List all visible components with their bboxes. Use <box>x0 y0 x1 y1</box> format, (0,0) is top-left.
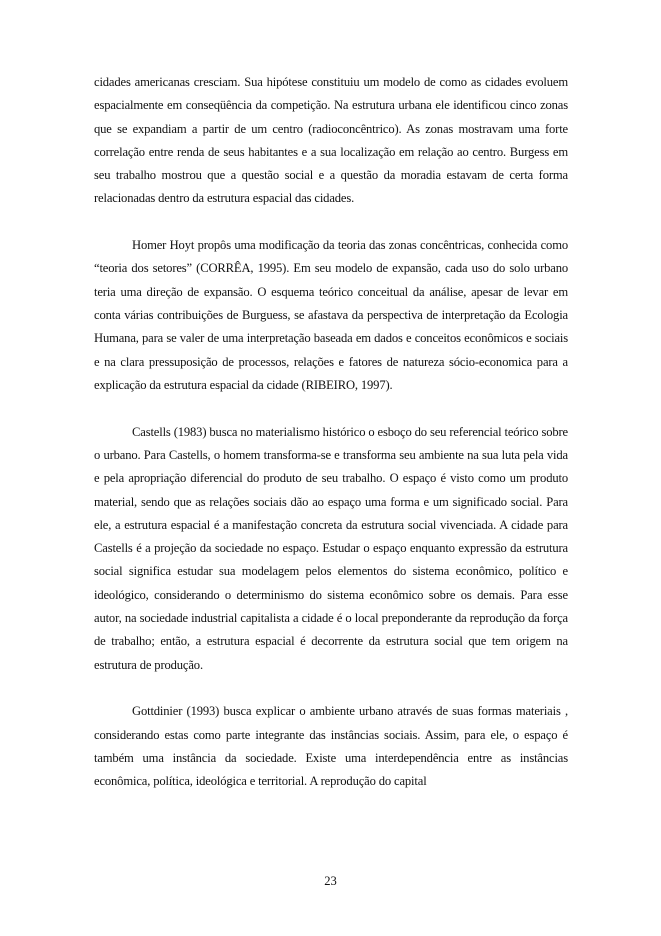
paragraph-spacer <box>94 211 568 234</box>
paragraph-spacer <box>94 397 568 420</box>
body-text <box>94 71 568 793</box>
paragraph-burgess-zones: cidades americanas cresciam. Sua hipótese constituiu um modelo de como as cidades evoluem espacialmente em conseqüência da competição. Na estrutura urbana ele identificou cinco zonas que se expandiam a partir de um centro (radioconcêntrico). As zonas mostravam uma forte correlação entre renda de seus habitantes e a sua localização em relação ao centro. Burgess em seu trabalho mostrou que a questão social e a questão da moradia estavam de certa forma relacionadas dentro da estrutura espacial das cidades. <box>94 75 568 206</box>
page-number: 23 <box>324 874 337 888</box>
paragraph-hoyt-sectors: Homer Hoyt propôs uma modificação da teoria das zonas concêntricas, conhecida como “teoria dos setores” (CORRÊA, 1995). Em seu modelo de expansão, cada uso do solo urbano teria uma direção de expansão. O esquema teórico conceitual da análise, apesar de levar em conta várias contribuições de Burguess, se afastava da perspectiva de interpretação da Ecologia Humana, para se valer de uma interpretação baseada em dados e conceitos econômicos e sociais e na clara pressuposição de processos, relações e fatores de natureza sócio-economica para a explicação da estrutura espacial da cidade (RIBEIRO, 1997). <box>94 238 568 392</box>
paragraph-castells: Castells (1983) busca no materialismo histórico o esboço do seu referencial teórico sobre o urbano. Para Castells, o homem transforma-se e transforma seu ambiente na sua luta pela vida e pela apropriação diferencial do produto de seu trabalho. O espaço é visto como um produto material, sendo que as relações sociais dão ao espaço uma forma e um significado social. Para ele, a estrutura espacial é a manifestação concreta da estrutura social vivenciada. A cidade para Castells é a projeção da sociedade no espaço. Estudar o espaço enquanto expressão da estrutura social significa estudar sua modelagem pelos elementos do sistema econômico, político e ideológico, considerando o determinismo do sistema econômico sobre os demais. Para esse autor, na sociedade industrial capitalista a cidade é o local preponderante da reprodução da força de trabalho; então, a estrutura espacial é decorrente da estrutura social que tem origem na estrutura de produção. <box>94 424 568 672</box>
paragraph-spacer <box>94 677 568 700</box>
paragraph-gottdinier: Gottdinier (1993) busca explicar o ambiente urbano através de suas formas materiais , considerando estas como parte integrante das instâncias sociais. Assim, para ele, o espaço é também uma instância da sociedade. Existe uma interdependência entre as instâncias econômica, política, ideológica e territorial. A reprodução do capital <box>94 704 568 789</box>
